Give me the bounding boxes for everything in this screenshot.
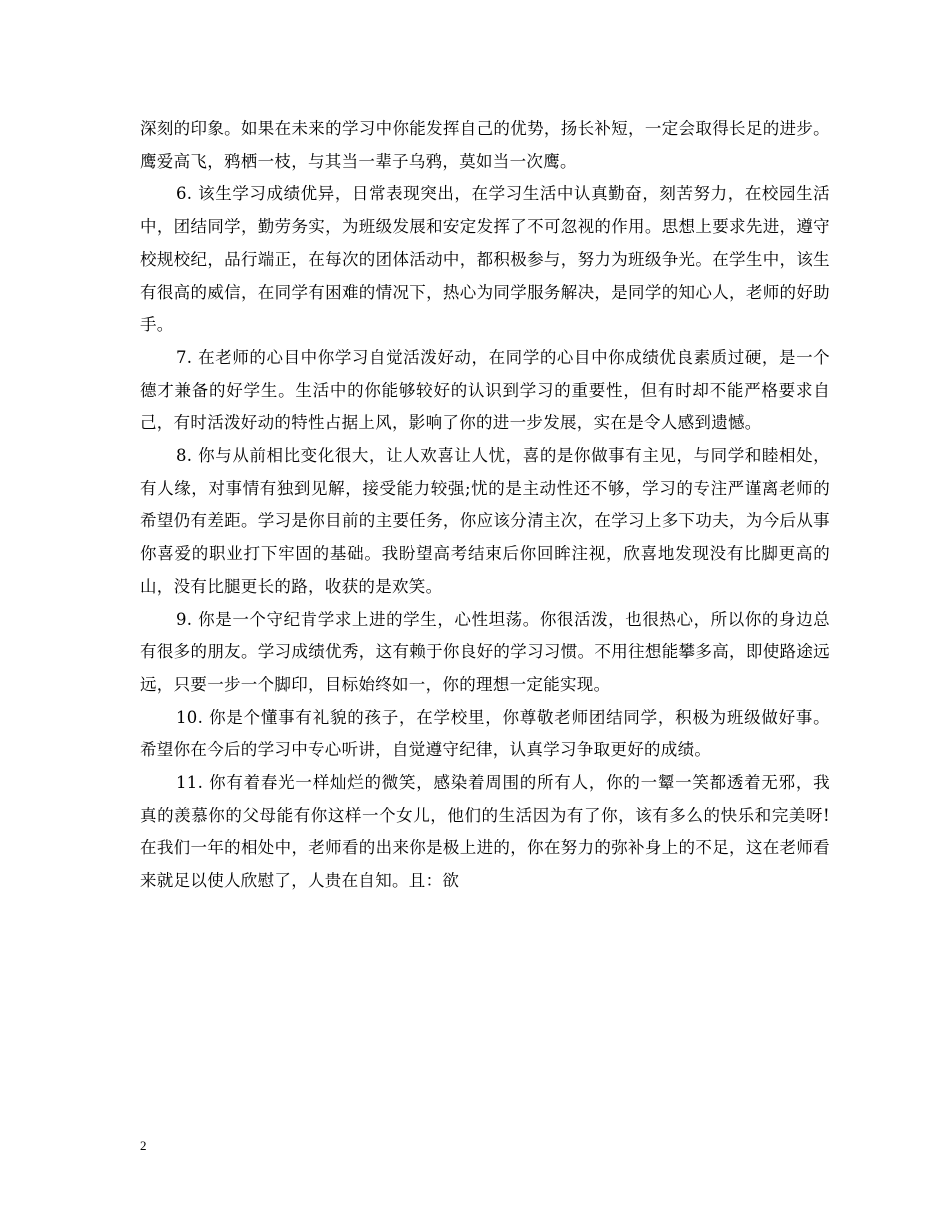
paragraph-item-10: 10. 你是个懂事有礼貌的孩子，在学校里，你尊敬老师团结同学，积极为班级做好事。希望你在今后的学习中专心听讲，自觉遵守纪律，认真学习争取更好的成绩。 [140,707,830,760]
paragraph-item-6: 6. 该生学习成绩优异，日常表现突出，在学习生活中认真勤奋，刻苦努力，在校园生活中，团结同学，勤劳务实，为班级发展和安定发挥了不可忽视的作用。思想上要求先进，遵守校规校纪，品行端正，在每次的团体活动中，都积极参与，努力为班级争光。在学生中，该生有很高的威信，在同学有困难的情况下，热心为同学服务解决，是同学的知心人，老师的好助手。 [140,184,830,335]
paragraph-item-8: 8. 你与从前相比变化很大，让人欢喜让人忧，喜的是你做事有主见，与同学和睦相处，有人缘，对事情有独到见解，接受能力较强;忧的是主动性还不够，学习的专注严谨离老师的希望仍有差距。学习是你目前的主要任务，你应该分清主次，在学习上多下功夫，为今后从事你喜爱的职业打下牢固的基础。我盼望高考结束后你回眸注视，欣喜地发现没有比脚更高的山，没有比腿更长的路，收获的是欢笑。 [140,446,830,596]
paragraph-item-11: 11. 你有着春光一样灿烂的微笑，感染着周围的所有人，你的一颦一笑都透着无邪，我真的羡慕你的父母能有你这样一个女儿，他们的生活因为有了你，该有多么的快乐和完美呀!在我们一年的相处中，老师看的出来你是极上进的，你在努力的弥补身上的不足，这在老师看来就足以使人欣慰了，人贵在自知。且：欲 [140,773,830,891]
document-body [140,113,830,898]
paragraph-item-7: 7. 在老师的心目中你学习自觉活泼好动，在同学的心目中你成绩优良素质过硬，是一个德才兼备的好学生。生活中的你能够较好的认识到学习的重要性，但有时却不能严格要求自己，有时活泼好动的特性占据上风，影响了你的进一步发展，实在是令人感到遗憾。 [140,347,830,433]
page-number: 2 [140,1138,147,1153]
paragraph-item-9: 9. 你是一个守纪肯学求上进的学生，心性坦荡。你很活泼，也很热心，所以你的身边总有很多的朋友。学习成绩优秀，这有赖于你良好的学习习惯。不用往想能攀多高，即使路途远远，只要一步一个脚印，目标始终如一，你的理想一定能实现。 [140,609,830,694]
paragraph-continuation: 深刻的印象。如果在未来的学习中你能发挥自己的优势，扬长补短，一定会取得长足的进步。鹰爱高飞，鸦栖一枝，与其当一辈子乌鸦，莫如当一次鹰。 [140,119,830,171]
